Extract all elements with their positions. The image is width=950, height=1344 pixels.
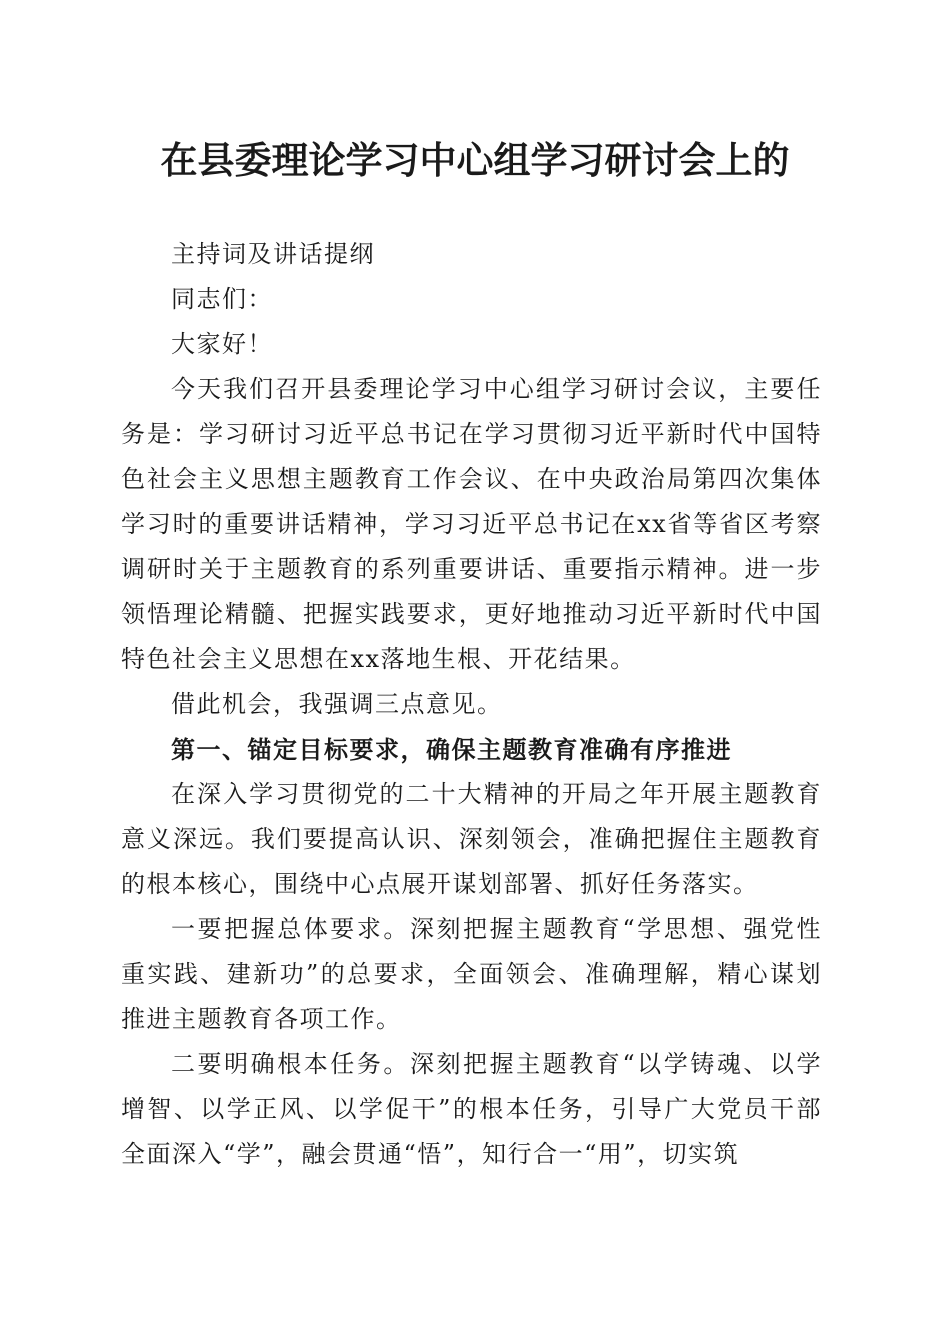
- paragraph-point-1: 一要把握总体要求。深刻把握主题教育“学思想、强党性重实践、建新功”的总要求，全面领会、准确理解，精心谋划推进主题教育各项工作。: [121, 915, 822, 1033]
- paragraph-salutation: 同志们：: [171, 285, 273, 313]
- paragraph-transition: 借此机会，我强调三点意见。: [171, 690, 503, 718]
- document-body: [121, 232, 822, 1177]
- paragraph-greeting: 大家好！: [171, 330, 273, 358]
- document-title: 在县委理论学习中心组学习研讨会上的: [160, 138, 790, 182]
- section-heading-1: 第一、锚定目标要求，确保主题教育准确有序推进: [171, 735, 732, 764]
- paragraph-section-1-intro: 在深入学习贯彻党的二十大精神的开局之年开展主题教育意义深远。我们要提高认识、深刻领会，准确把握住主题教育的根本核心，围绕中心点展开谋划部署、抓好任务落实。: [121, 780, 822, 898]
- paragraph-point-2: 二要明确根本任务。深刻把握主题教育“以学铸魂、以学增智、以学正风、以学促干”的根本任务，引导广大党员干部全面深入“学”，融会贯通“悟”，知行合一“用”，切实筑: [121, 1050, 822, 1168]
- paragraph-subtitle: 主持词及讲话提纲: [171, 240, 375, 268]
- paragraph-intro: 今天我们召开县委理论学习中心组学习研讨会议，主要任务是：学习研讨习近平总书记在学习贯彻习近平新时代中国特色社会主义思想主题教育工作会议、在中央政治局第四次集体学习时的重要讲话精神，学习习近平总书记在xx省等省区考察调研时关于主题教育的系列重要讲话、重要指示精神。进一步领悟理论精髓、把握实践要求，更好地推动习近平新时代中国特色社会主义思想在xx落地生根、开花结果。: [121, 375, 822, 673]
